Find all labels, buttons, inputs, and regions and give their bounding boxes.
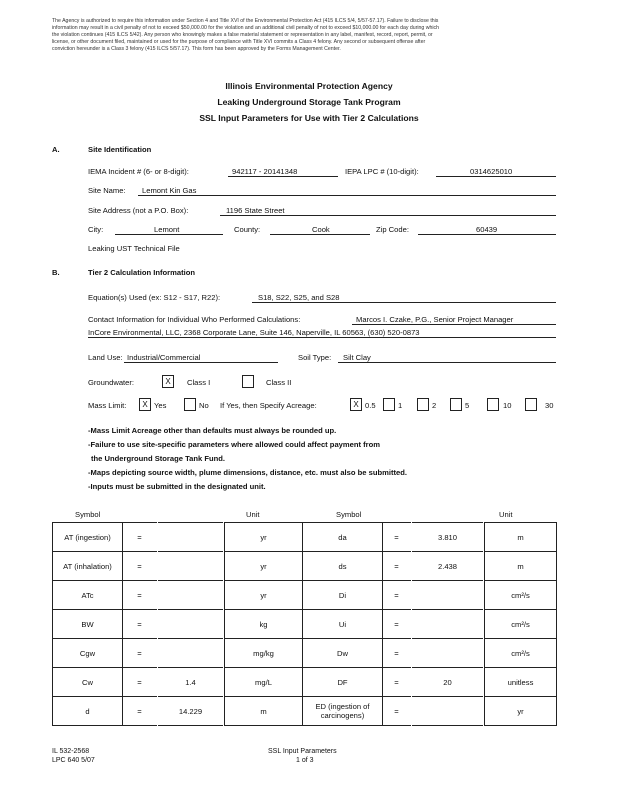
mass-yes-label: Yes [154, 401, 167, 410]
left-value-cell[interactable] [158, 638, 223, 668]
contact-line-1 [352, 324, 556, 325]
left-unit-cell: mg/kg [224, 638, 303, 668]
left-equals-cell: = [122, 609, 157, 639]
acreage-checkbox-1[interactable] [383, 398, 395, 411]
contact-field-1[interactable]: Marcos I. Czake, P.G., Senior Project Manager [356, 315, 514, 324]
acreage-label: If Yes, then Specify Acreage: [220, 401, 317, 410]
iepa-label: IEPA LPC # (10-digit): [345, 167, 419, 176]
left-unit-cell: yr [224, 522, 303, 552]
right-value-cell[interactable]: 2.438 [412, 551, 483, 581]
acreage-checkbox-5[interactable] [450, 398, 462, 411]
right-value-cell[interactable] [412, 638, 483, 668]
contact-field-2[interactable]: InCore Environmental, LLC, 2368 Corporate Lane, Suite 146, Naperville, IL 60563, (630) 520-0873 [88, 328, 420, 337]
footer-doc-title: SSL Input Parameters [268, 748, 337, 755]
left-symbol-cell: BW [52, 609, 123, 639]
leaking-ust-label: Leaking UST Technical File [88, 244, 180, 253]
right-equals-cell: = [382, 580, 411, 610]
left-value-cell[interactable]: 1.4 [158, 667, 223, 697]
mass-limit-label: Mass Limit: [88, 401, 127, 410]
right-equals-cell: = [382, 609, 411, 639]
left-unit-cell: m [224, 696, 303, 726]
disclaimer-line: conviction hereunder is a Class 3 felony (415 ILCS 5/57.17). This form has been approved by the Forms Management Center. [52, 46, 341, 52]
iepa-field[interactable]: 0314625010 [470, 167, 513, 176]
disclaimer-line: information may result in a civil penalty of not to exceed $50,000.00 for the violation and an additional civil penalty of not to exceed $10,000.00 for each day during which [52, 25, 440, 31]
acreage-label-5: 5 [465, 401, 470, 410]
right-equals-cell: = [382, 551, 411, 581]
left-value-cell[interactable] [158, 609, 223, 639]
right-value-cell[interactable]: 20 [412, 667, 483, 697]
right-unit-cell: unitless [484, 667, 557, 697]
iema-line [228, 176, 338, 177]
equations-label: Equation(s) Used (ex: S12 - S17, R22): [88, 293, 221, 302]
left-equals-cell: = [122, 580, 157, 610]
right-unit-cell: m [484, 522, 557, 552]
left-unit-header: Unit [246, 510, 260, 519]
note-line: -Mass Limit Acreage other than defaults must always be rounded up. [88, 426, 337, 435]
land-use-line [124, 362, 278, 363]
left-symbol-cell: Cw [52, 667, 123, 697]
footer-lpc-number: LPC 640 5/07 [52, 757, 95, 764]
disclaimer [52, 18, 572, 53]
left-symbol-header: Symbol [75, 510, 101, 519]
right-symbol-cell: ds [302, 551, 383, 581]
site-address-label: Site Address (not a P.O. Box): [88, 206, 189, 215]
iepa-line [436, 176, 556, 177]
acreage-label-1: 1 [398, 401, 403, 410]
groundwater-label: Groundwater: [88, 378, 135, 387]
left-equals-cell: = [122, 638, 157, 668]
acreage-checkbox-0-5[interactable]: X [350, 398, 362, 411]
right-unit-header: Unit [499, 510, 513, 519]
county-field[interactable]: Cook [312, 225, 330, 234]
note-line: -Maps depicting source width, plume dimensions, distance, etc. must also be submitted. [88, 468, 407, 477]
soil-type-label: Soil Type: [298, 353, 332, 362]
contact-label: Contact Information for Individual Who Performed Calculations: [88, 315, 301, 324]
section-b-letter: B. [52, 268, 60, 277]
class1-label: Class I [187, 378, 211, 387]
left-equals-cell: = [122, 551, 157, 581]
county-label: County: [234, 225, 261, 234]
class2-label: Class II [266, 378, 292, 387]
right-symbol-cell: da [302, 522, 383, 552]
zip-label: Zip Code: [376, 225, 409, 234]
right-value-cell[interactable]: 3.810 [412, 522, 483, 552]
right-unit-cell: cm²/s [484, 580, 557, 610]
iema-label: IEMA Incident # (6- or 8-digit): [88, 167, 189, 176]
city-field[interactable]: Lemont [154, 225, 180, 234]
right-unit-cell: cm²/s [484, 609, 557, 639]
site-address-line [220, 215, 556, 216]
acreage-checkbox-2[interactable] [417, 398, 429, 411]
right-symbol-cell: ED (ingestion of carcinogens) [302, 696, 383, 726]
class1-checkbox[interactable]: X [162, 375, 174, 388]
right-unit-cell: yr [484, 696, 557, 726]
footer-page-number: 1 of 3 [296, 757, 314, 764]
class2-checkbox[interactable] [242, 375, 254, 388]
left-unit-cell: mg/L [224, 667, 303, 697]
right-symbol-cell: DF [302, 667, 383, 697]
left-symbol-cell: ATc [52, 580, 123, 610]
note-line: -Inputs must be submitted in the designated unit. [88, 482, 266, 491]
section-a-heading: Site Identification [88, 145, 152, 154]
acreage-checkbox-10[interactable] [487, 398, 499, 411]
right-value-cell[interactable] [412, 580, 483, 610]
section-b-heading: Tier 2 Calculation Information [88, 268, 196, 277]
right-symbol-cell: Di [302, 580, 383, 610]
site-name-field[interactable]: Lemont Kin Gas [142, 186, 197, 195]
section-a-letter: A. [52, 145, 60, 154]
left-value-cell[interactable]: 14.229 [158, 696, 223, 726]
acreage-checkbox-30[interactable] [525, 398, 537, 411]
program-title: Leaking Underground Storage Tank Program [217, 97, 401, 107]
mass-yes-checkbox[interactable]: X [139, 398, 151, 411]
acreage-label-10: 10 [503, 401, 512, 410]
left-unit-cell: yr [224, 580, 303, 610]
city-label: City: [88, 225, 104, 234]
left-equals-cell: = [122, 667, 157, 697]
site-address-field[interactable]: 1196 State Street [226, 206, 285, 215]
mass-no-label: No [199, 401, 209, 410]
zip-line [418, 234, 556, 235]
left-value-cell[interactable] [158, 522, 223, 552]
equations-field[interactable]: S18, S22, S25, and S28 [258, 293, 340, 302]
right-symbol-cell: Dw [302, 638, 383, 668]
right-symbol-header: Symbol [336, 510, 362, 519]
right-equals-cell: = [382, 522, 411, 552]
left-equals-cell: = [122, 522, 157, 552]
left-symbol-cell: AT (ingestion) [52, 522, 123, 552]
contact-line-2 [88, 337, 556, 338]
soil-type-field[interactable]: Silt Clay [343, 353, 371, 362]
notes [88, 424, 407, 494]
disclaimer-line: the violation continues (415 ILCS 5/42). Any person who knowingly makes a false material statement or representation in any label, manifest, record, report, permit, or [52, 32, 433, 38]
city-line [115, 234, 223, 235]
right-unit-cell: m [484, 551, 557, 581]
equations-line [252, 302, 556, 303]
site-name-line [138, 195, 556, 196]
zip-field[interactable]: 60439 [476, 225, 498, 234]
acreage-label-0-5: 0.5 [365, 401, 376, 410]
county-line [270, 234, 370, 235]
right-value-cell[interactable] [412, 609, 483, 639]
right-equals-cell: = [382, 696, 411, 726]
right-symbol-cell: Ui [302, 609, 383, 639]
left-symbol-cell: Cgw [52, 638, 123, 668]
land-use-field[interactable]: Industrial/Commercial [127, 353, 201, 362]
mass-no-checkbox[interactable] [184, 398, 196, 411]
right-equals-cell: = [382, 667, 411, 697]
agency-title: Illinois Environmental Protection Agency [225, 81, 393, 91]
right-equals-cell: = [382, 638, 411, 668]
site-name-label: Site Name: [88, 186, 126, 195]
note-line: -Failure to use site-specific parameters where allowed could affect payment from [88, 440, 381, 449]
left-equals-cell: = [122, 696, 157, 726]
disclaimer-line: The Agency is authorized to require this information under Section 4 and Title XVI of the Environmental Protection Act (415 ILCS 5/4, 5/57-57.17). Failure to disclose this [52, 18, 439, 24]
left-unit-cell: yr [224, 551, 303, 581]
footer-form-number: IL 532-2568 [52, 748, 90, 755]
left-value-cell[interactable] [158, 580, 223, 610]
iema-field[interactable]: 942117 - 20141348 [232, 167, 298, 176]
left-value-cell[interactable] [158, 551, 223, 581]
left-unit-cell: kg [224, 609, 303, 639]
soil-type-line [338, 362, 556, 363]
left-symbol-cell: d [52, 696, 123, 726]
acreage-label-30: 30 [545, 401, 554, 410]
left-symbol-cell: AT (inhalation) [52, 551, 123, 581]
form-title: SSL Input Parameters for Use with Tier 2 Calculations [199, 113, 419, 123]
right-unit-cell: cm²/s [484, 638, 557, 668]
note-line: the Underground Storage Tank Fund. [91, 454, 226, 463]
land-use-label: Land Use: [88, 353, 123, 362]
right-value-cell[interactable] [412, 696, 483, 726]
acreage-label-2: 2 [432, 401, 437, 410]
disclaimer-line: license, or other document filed, maintained or used for the purpose of compliance with Title XVI commits a Class 4 felony. Any second or subsequent offense after [52, 39, 426, 45]
